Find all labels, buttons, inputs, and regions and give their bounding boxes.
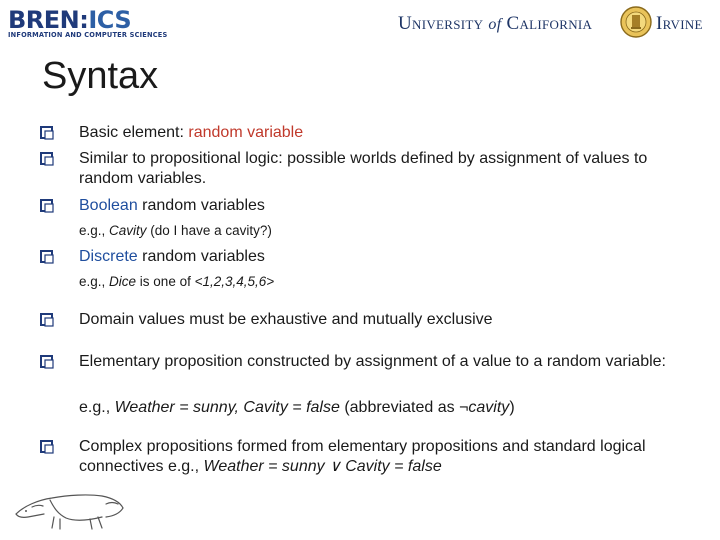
- example-text: (abbreviated as: [339, 399, 460, 416]
- checkbox-bullet-icon: [40, 199, 54, 213]
- highlight-term: Boolean: [79, 197, 138, 214]
- bullet-text: Similar to propositional logic: possible worlds defined by assignment of values to random variables.: [79, 150, 648, 187]
- example-variable: Cavity: [109, 223, 147, 238]
- example-prefix: e.g.,: [79, 274, 110, 289]
- uci-logo: [398, 6, 714, 40]
- bullet-text: Domain values must be exhaustive and mutually exclusive: [79, 311, 493, 328]
- checkbox-bullet-icon: [40, 250, 54, 264]
- example-text: (do I have a cavity?): [146, 223, 272, 238]
- example-expression: Weather = sunny ∨ Cavity = false: [203, 458, 442, 475]
- bren-word: BREN: [8, 6, 80, 34]
- checkbox-bullet-icon: [40, 126, 54, 140]
- checkbox-bullet-icon: [40, 152, 54, 166]
- uci-seal-icon: [620, 6, 652, 38]
- checkbox-bullet-icon: [40, 355, 54, 369]
- slide-title: Syntax: [42, 55, 159, 97]
- highlight-term: random variable: [188, 124, 304, 141]
- example-prefix: e.g.,: [79, 223, 110, 238]
- checkbox-bullet-icon: [40, 440, 54, 454]
- example-line: [79, 399, 515, 417]
- example-expression: Weather = sunny, Cavity = false: [114, 399, 340, 416]
- uci-name-right: Irvine: [656, 13, 703, 34]
- example-variable: Dice: [109, 274, 137, 289]
- example-line: [79, 223, 272, 238]
- bullet-text: Complex propositions formed from elementary propositions and standard logical connectives e.g.,: [79, 438, 646, 475]
- example-negation: ¬cavity: [459, 399, 510, 416]
- bullet-text: Elementary proposition constructed by assignment of a value to a random variable:: [79, 353, 666, 370]
- checkbox-bullet-icon: [40, 313, 54, 327]
- uci-name-left: University of California: [398, 13, 593, 34]
- uci-of: of: [488, 16, 502, 33]
- highlight-term: Discrete: [79, 248, 138, 265]
- bren-ics-logo: [8, 8, 198, 38]
- bren-sep: :: [79, 6, 89, 34]
- slide-header: [0, 0, 720, 44]
- bren-subtitle: INFORMATION AND COMPUTER SCIENCES: [8, 31, 168, 39]
- example-text: is one of: [136, 274, 195, 289]
- example-suffix: ): [509, 399, 515, 416]
- bullet-text: random variables: [137, 248, 265, 265]
- example-prefix: e.g.,: [79, 399, 115, 416]
- example-line: [79, 274, 274, 289]
- ics-word: ICS: [88, 6, 132, 34]
- example-set: <1,2,3,4,5,6>: [194, 274, 275, 289]
- bullet-text: Basic element:: [79, 124, 189, 141]
- anteater-icon: [10, 484, 128, 532]
- bullet-text: random variables: [137, 197, 265, 214]
